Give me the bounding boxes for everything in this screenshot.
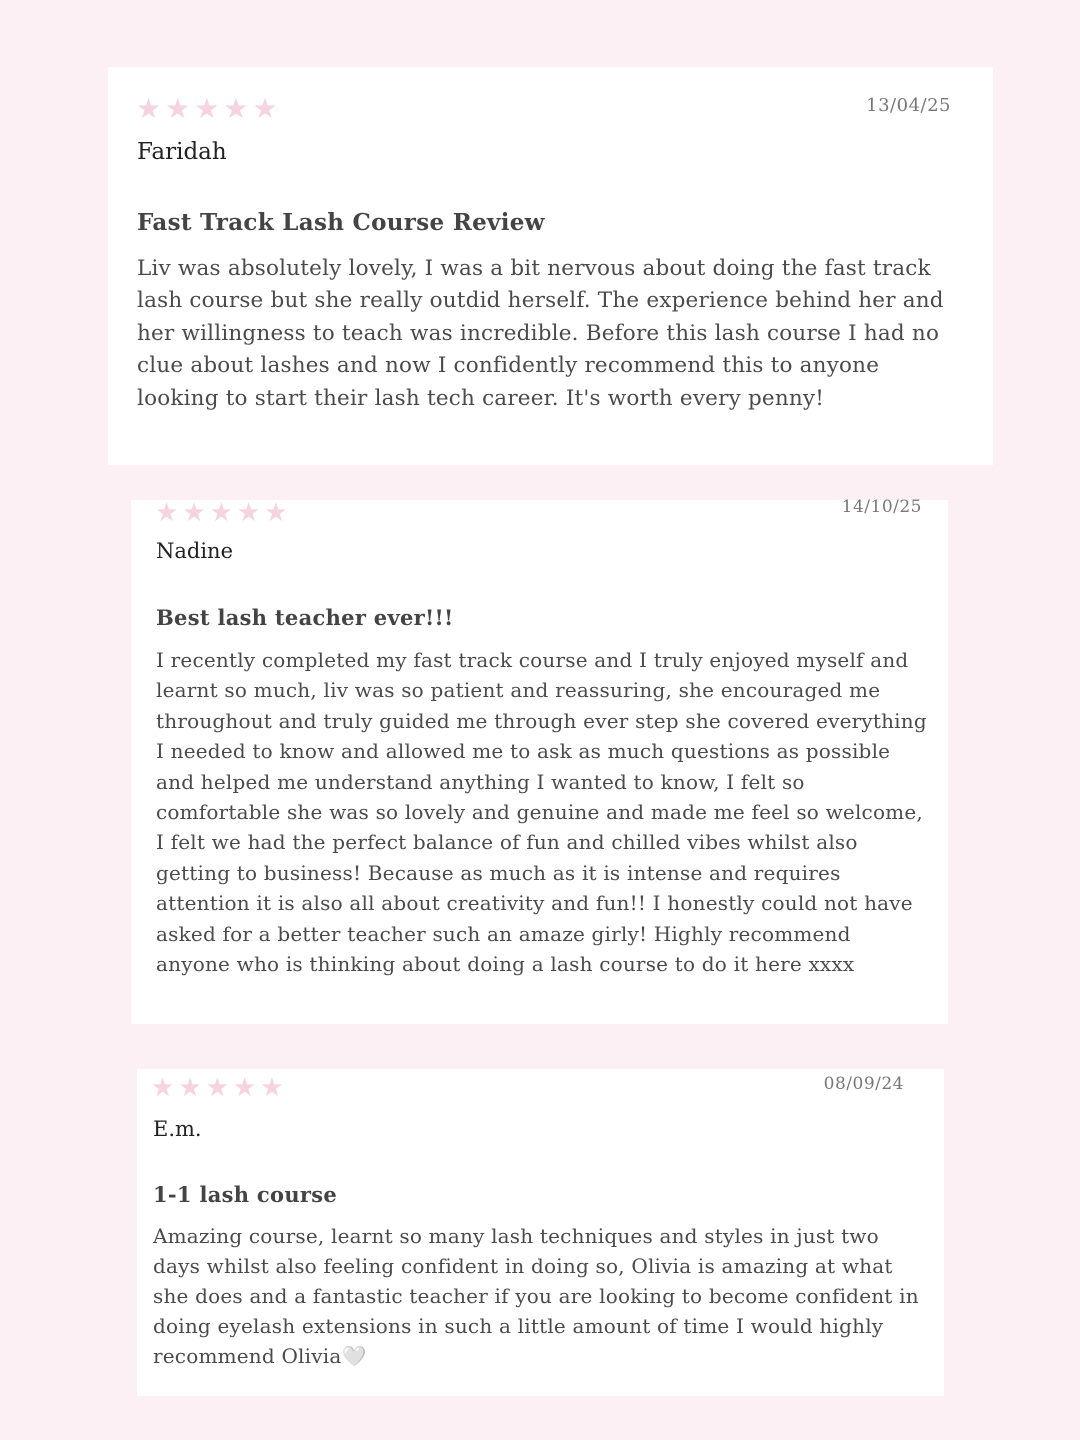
star-rating (155, 500, 288, 526)
star-icon: ★ (182, 498, 206, 528)
review-date: 08/09/24 (823, 1074, 904, 1094)
reviewer-name: Nadine (156, 539, 234, 563)
review-card (137, 1069, 944, 1396)
star-icon: ★ (252, 92, 278, 125)
reviewer-name: E.m. (153, 1117, 202, 1141)
review-date: 13/04/25 (866, 95, 951, 116)
star-icon: ★ (165, 92, 191, 125)
review-card (108, 67, 993, 465)
star-icon: ★ (155, 498, 179, 528)
review-body: Amazing course, learnt so many lash techniques and styles in just two days whilst also feeling confident in doing so, Olivia is amazing at what she does and a fantastic teacher if you are looking to become confident in doing eyelash extensions in such a little amount of time I would highly recommend Olivia🤍 (153, 1224, 919, 1368)
star-rating (136, 92, 278, 125)
star-icon: ★ (232, 1073, 257, 1103)
star-icon: ★ (236, 498, 261, 528)
star-icon: ★ (209, 498, 233, 528)
reviewer-name: Faridah (137, 139, 227, 165)
review-body: I recently completed my fast track course and I truly enjoyed myself and learnt so much, liv was so patient and reassuring, she encouraged me throughout and truly guided me through ever step she covered everything I needed to know and allowed me to ask as much questions as possible and helped me understand anything I wanted to know, I felt so comfortable she was so lovely and genuine and made me feel so welcome, I felt we had the perfect balance of fun and chilled vibes whilst also getting to business! Because as much as it is intense and requires attention it is also all about creativity and fun!! I honestly could not have asked for a better teacher such an amaze girly! Highly recommend anyone who is thinking about doing a lash course to do it here xxxx (156, 648, 927, 977)
star-icon: ★ (260, 1073, 284, 1103)
review-title: Best lash teacher ever!!! (156, 605, 454, 630)
review-card (131, 497, 948, 1024)
star-icon: ★ (264, 498, 288, 528)
star-icon: ★ (194, 92, 220, 125)
star-icon: ★ (205, 1073, 229, 1103)
review-date: 14/10/25 (841, 497, 922, 517)
review-title: Fast Track Lash Course Review (137, 209, 545, 236)
review-title: 1-1 lash course (153, 1182, 338, 1207)
star-icon: ★ (136, 92, 162, 125)
star-icon: ★ (223, 92, 249, 125)
star-rating (151, 1075, 284, 1101)
review-body: Liv was absolutely lovely, I was a bit nervous about doing the fast track lash course but she really outdid herself. The experience behind her and her willingness to teach was incredible. Before this lash course I had no clue about lashes and now I confidently recommend this to anyone looking to start their lash tech career. It's worth every penny! (137, 256, 944, 411)
star-icon: ★ (178, 1073, 202, 1103)
star-icon: ★ (151, 1073, 175, 1103)
